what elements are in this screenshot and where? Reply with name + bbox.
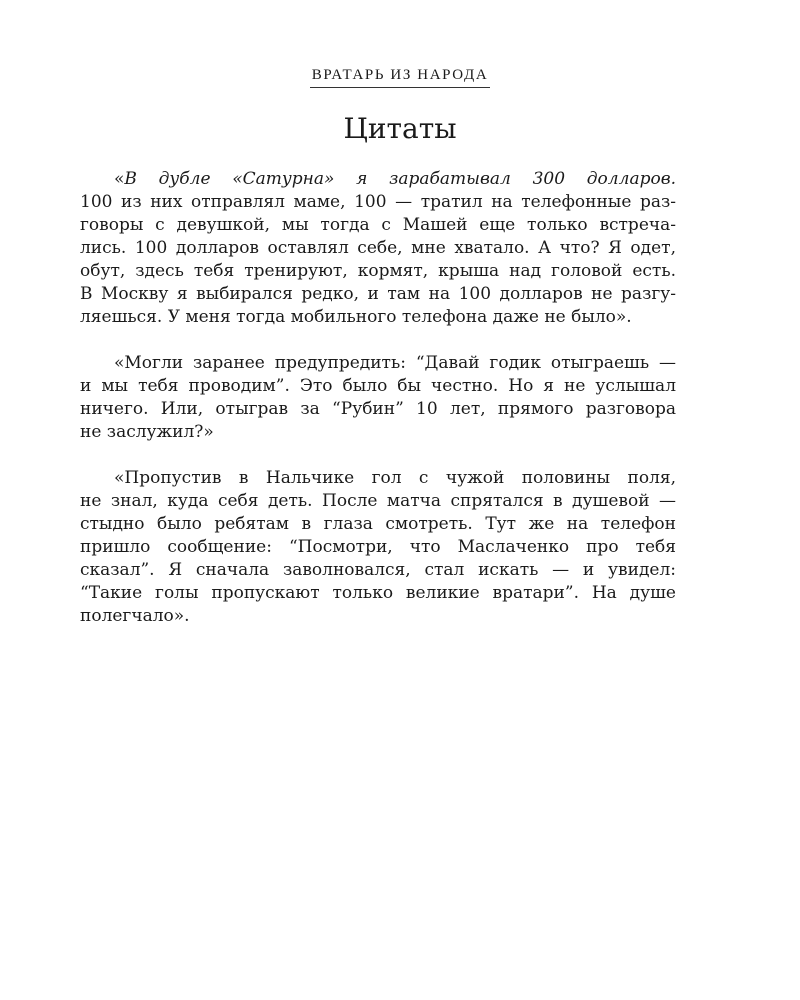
- quote-1-line-1: [80, 168, 676, 191]
- quote-paragraph-1: [80, 168, 676, 329]
- quote-paragraph-3: [80, 467, 676, 628]
- quote-1-italic-text: В дубле «Сатурна» я зарабатывал 300 долларов.: [124, 169, 676, 189]
- quote-3-line-4: пришло сообщение: “Посмотри, что Маслаченко про тебя: [80, 537, 676, 557]
- running-head-title: ВРАТАРЬ ИЗ НАРОДА: [310, 67, 491, 88]
- quote-3-line-3: стыдно было ребятам в глаза смотреть. Тут же на телефон: [80, 514, 676, 534]
- quote-1-line-6: В Москву я выбирался редко, и там на 100 долларов не разгу-: [80, 284, 676, 304]
- quote-3-line-6: “Такие голы пропускают только великие вратари”. На душе: [80, 583, 676, 603]
- quote-3-line-5: сказал”. Я сначала заволновался, стал искать — и увидел:: [80, 560, 676, 580]
- quote-2-line-4: не заслужил?»: [80, 422, 214, 442]
- quote-1-line-7: ляешься. У меня тогда мобильного телефона даже не было».: [80, 307, 632, 327]
- quotes-body: [80, 168, 676, 651]
- quote-2-line-2: и мы тебя проводим”. Это было бы честно. Но я не услышал: [80, 376, 676, 396]
- running-head: [0, 64, 800, 88]
- quote-2-line-3: ничего. Или, отыграв за “Рубин” 10 лет, прямого разговора: [80, 399, 676, 419]
- quote-2-line-1: «Могли заранее предупредить: “Давай годик отыграешь —: [114, 353, 676, 373]
- quote-1-open-mark: «: [114, 169, 125, 189]
- quote-paragraph-2: [80, 352, 676, 444]
- quote-1-line-2: 100 из них отправлял маме, 100 — тратил на телефонные раз-: [80, 192, 676, 212]
- quote-1-line-4: лись. 100 долларов оставлял себе, мне хватало. А что? Я одет,: [80, 238, 676, 258]
- quote-3-line-2: не знал, куда себя деть. После матча спрятался в душевой —: [80, 491, 676, 511]
- section-title: Цитаты: [343, 112, 457, 145]
- quote-1-line-3: говоры с девушкой, мы тогда с Машей еще только встреча-: [80, 215, 676, 235]
- quote-3-line-1: «Пропустив в Нальчике гол с чужой половины поля,: [114, 468, 676, 488]
- quote-3-line-7: полегчало».: [80, 606, 190, 626]
- quote-1-line-5: обут, здесь тебя тренируют, кормят, крыша над головой есть.: [80, 261, 676, 281]
